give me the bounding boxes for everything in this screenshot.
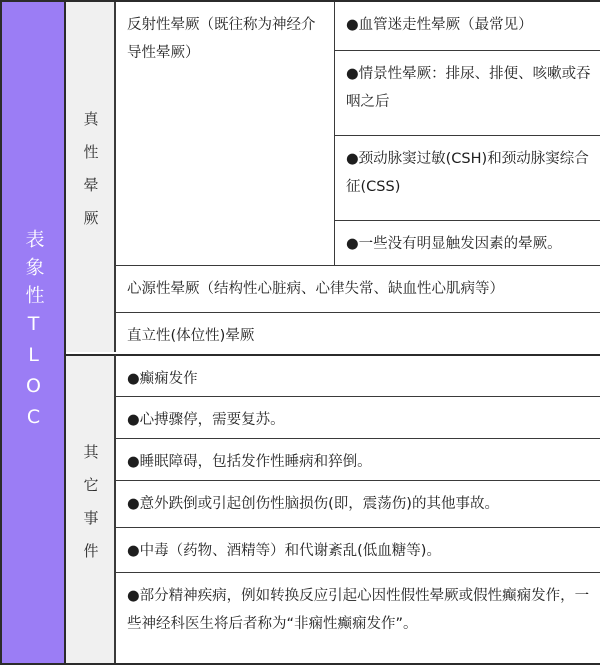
- reflex-item-no-trigger: [335, 220, 600, 265]
- other-event-text: ●心搏骤停，需要复苏。: [127, 412, 285, 428]
- other-event-text: ●癫痫发作: [127, 371, 198, 387]
- other-event-seizure: [116, 354, 600, 396]
- other-event-text: ●睡眠障碍，包括发作性睡病和猝倒。: [127, 454, 372, 470]
- other-event-sleep-disorder: [116, 438, 600, 480]
- row-text: 直立性(体位性)晕厥: [127, 328, 255, 344]
- row-orthostatic-syncope: [116, 312, 600, 354]
- row-cardiac-syncope: [116, 265, 600, 312]
- other-event-accidental-fall: [116, 480, 600, 527]
- reflex-syncope-label-cell: [116, 2, 335, 265]
- other-event-intoxication: [116, 527, 600, 572]
- reflex-item-text: ●情景性晕厥：排尿、排便、咳嗽或吞咽之后: [346, 66, 591, 110]
- group-label-other-events: 其它事件: [81, 443, 100, 576]
- reflex-item-vasovagal: [335, 2, 600, 50]
- group-column-true-syncope: [66, 2, 116, 352]
- group-label-true-syncope: 真性晕厥: [81, 111, 100, 243]
- other-event-text: ●部分精神疾病，例如转换反应引起心因性假性晕厥或假性癫痫发作，一些神经科医生将后者称为“非痫性癫痫发作”。: [127, 588, 590, 632]
- reflex-item-text: ●血管迷走性晕厥（最常见）: [346, 17, 533, 33]
- other-event-psychiatric: [116, 572, 600, 663]
- reflex-item-text: ●颈动脉窦过敏(CSH)和颈动脉窦综合征(CSS): [346, 151, 589, 195]
- row-text: 心源性晕厥（结构性心脏病、心律失常、缺血性心肌病等）: [127, 281, 504, 297]
- other-event-cardiac-arrest: [116, 396, 600, 438]
- reflex-syncope-label: 反射性晕厥（既往称为神经介导性晕厥）: [127, 17, 316, 61]
- category-column-tloc: [2, 2, 66, 663]
- group-column-other-events: [66, 354, 116, 663]
- reflex-item-situational: [335, 50, 600, 135]
- other-event-text: ●意外跌倒或引起创伤性脑损伤(即，震荡伤)的其他事故。: [127, 496, 499, 512]
- category-label-tloc: 表象性TLOC: [22, 228, 45, 437]
- reflex-item-carotid-sinus: [335, 135, 600, 220]
- reflex-item-text: ●一些没有明显触发因素的晕厥。: [346, 236, 562, 252]
- other-event-text: ●中毒（药物、酒精等）和代谢紊乱(低血糖等)。: [127, 543, 441, 559]
